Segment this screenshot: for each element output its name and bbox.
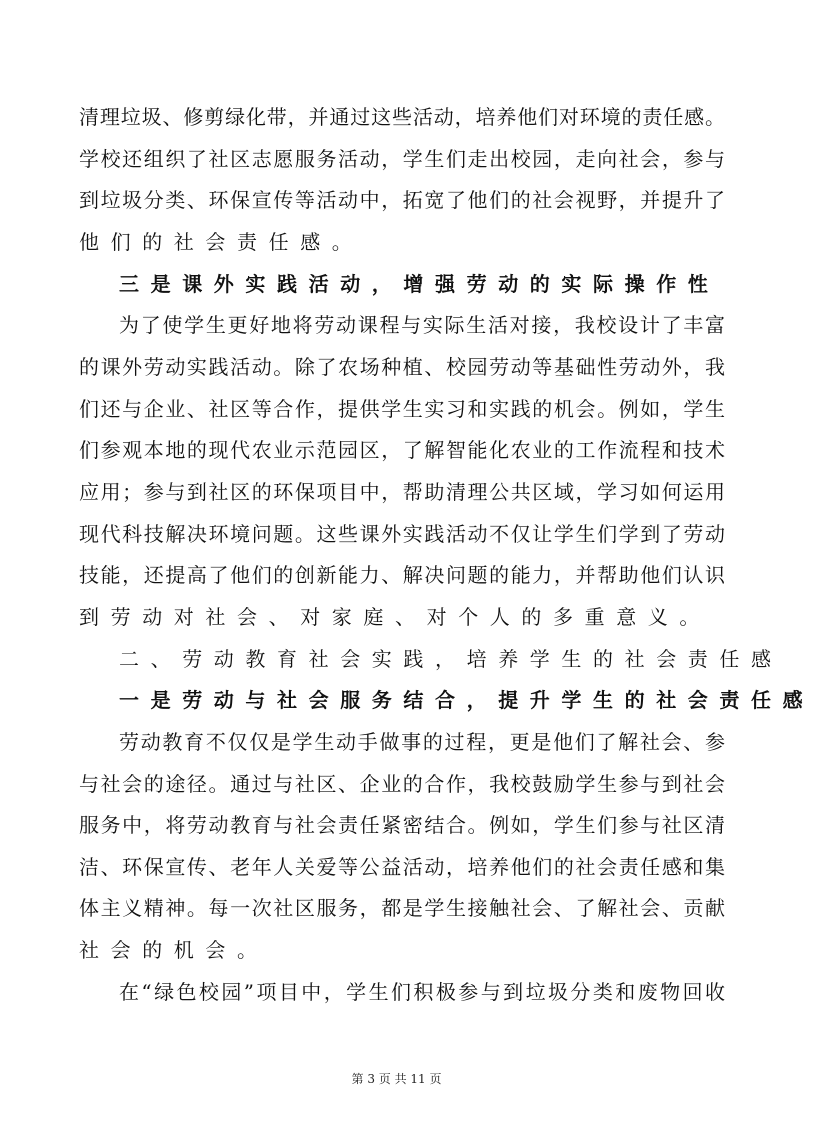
text-line: 应用；参与到社区的环保项目中，帮助清理公共区域，学习如何运用 — [79, 479, 725, 504]
text-line: 们还与企业、社区等合作，提供学生实习和实践的机会。例如，学生 — [79, 396, 725, 421]
paragraph — [79, 639, 783, 681]
text-line: 服务中，将劳动教育与社会责任紧密结合。例如，学生们参与社区清 — [79, 813, 725, 838]
paragraph — [79, 722, 725, 972]
text-line: 劳动教育不仅仅是学生动手做事的过程，更是他们了解社会、参 — [119, 729, 725, 754]
text-line: 体主义精神。每一次社区服务，都是学生接触社会、了解社会、贡献 — [79, 896, 725, 921]
document-body — [79, 97, 814, 1013]
text-line: 清理垃圾、修剪绿化带，并通过这些活动，培养他们对环境的责任感。 — [79, 105, 725, 129]
text-line: 到劳动对社会、对家庭、对个人的多重意义。 — [79, 604, 711, 629]
paragraph — [79, 305, 725, 638]
text-line: 的课外劳动实践活动。除了农场种植、校园劳动等基础性劳动外，我 — [79, 354, 725, 379]
text-line: 技能，还提高了他们的创新能力、解决问题的能力，并帮助他们认识 — [79, 563, 725, 588]
text-line: 他们的社会责任感。 — [79, 229, 364, 254]
section-heading — [79, 680, 814, 722]
text-line: 学校还组织了社区志愿服务活动，学生们走出校园，走向社会，参与 — [79, 146, 725, 171]
text-line: 与社会的途径。通过与社区、企业的合作，我校鼓励学生参与到社会 — [79, 771, 725, 796]
text-line: 二、劳动教育社会实践，培养学生的社会责任感 — [119, 646, 783, 671]
text-line: 社会的机会。 — [79, 938, 269, 963]
page-number-footer: 第 3 页 共 11 页 — [351, 1072, 442, 1086]
section-heading — [79, 264, 725, 306]
text-line: 洁、环保宣传、老年人关爱等公益活动，培养他们的社会责任感和集 — [79, 854, 725, 879]
paragraph — [79, 97, 725, 264]
text-line: 到垃圾分类、环保宣传等活动中，拓宽了他们的社会视野，并提升了 — [79, 188, 725, 213]
text-line: 三是课外实践活动，增强劳动的实际操作性 — [119, 271, 720, 296]
text-line: 现代科技解决环境问题。这些课外实践活动不仅让学生们学到了劳动 — [79, 521, 725, 546]
text-line: 一是劳动与社会服务结合，提升学生的社会责任感 — [119, 688, 814, 713]
paragraph — [79, 972, 725, 1014]
text-line: 在“绿色校园”项目中，学生们积极参与到垃圾分类和废物回收 — [119, 979, 725, 1004]
text-line: 们参观本地的现代农业示范园区，了解智能化农业的工作流程和技术 — [79, 438, 725, 463]
text-line: 为了使学生更好地将劳动课程与实际生活对接，我校设计了丰富 — [119, 313, 725, 338]
